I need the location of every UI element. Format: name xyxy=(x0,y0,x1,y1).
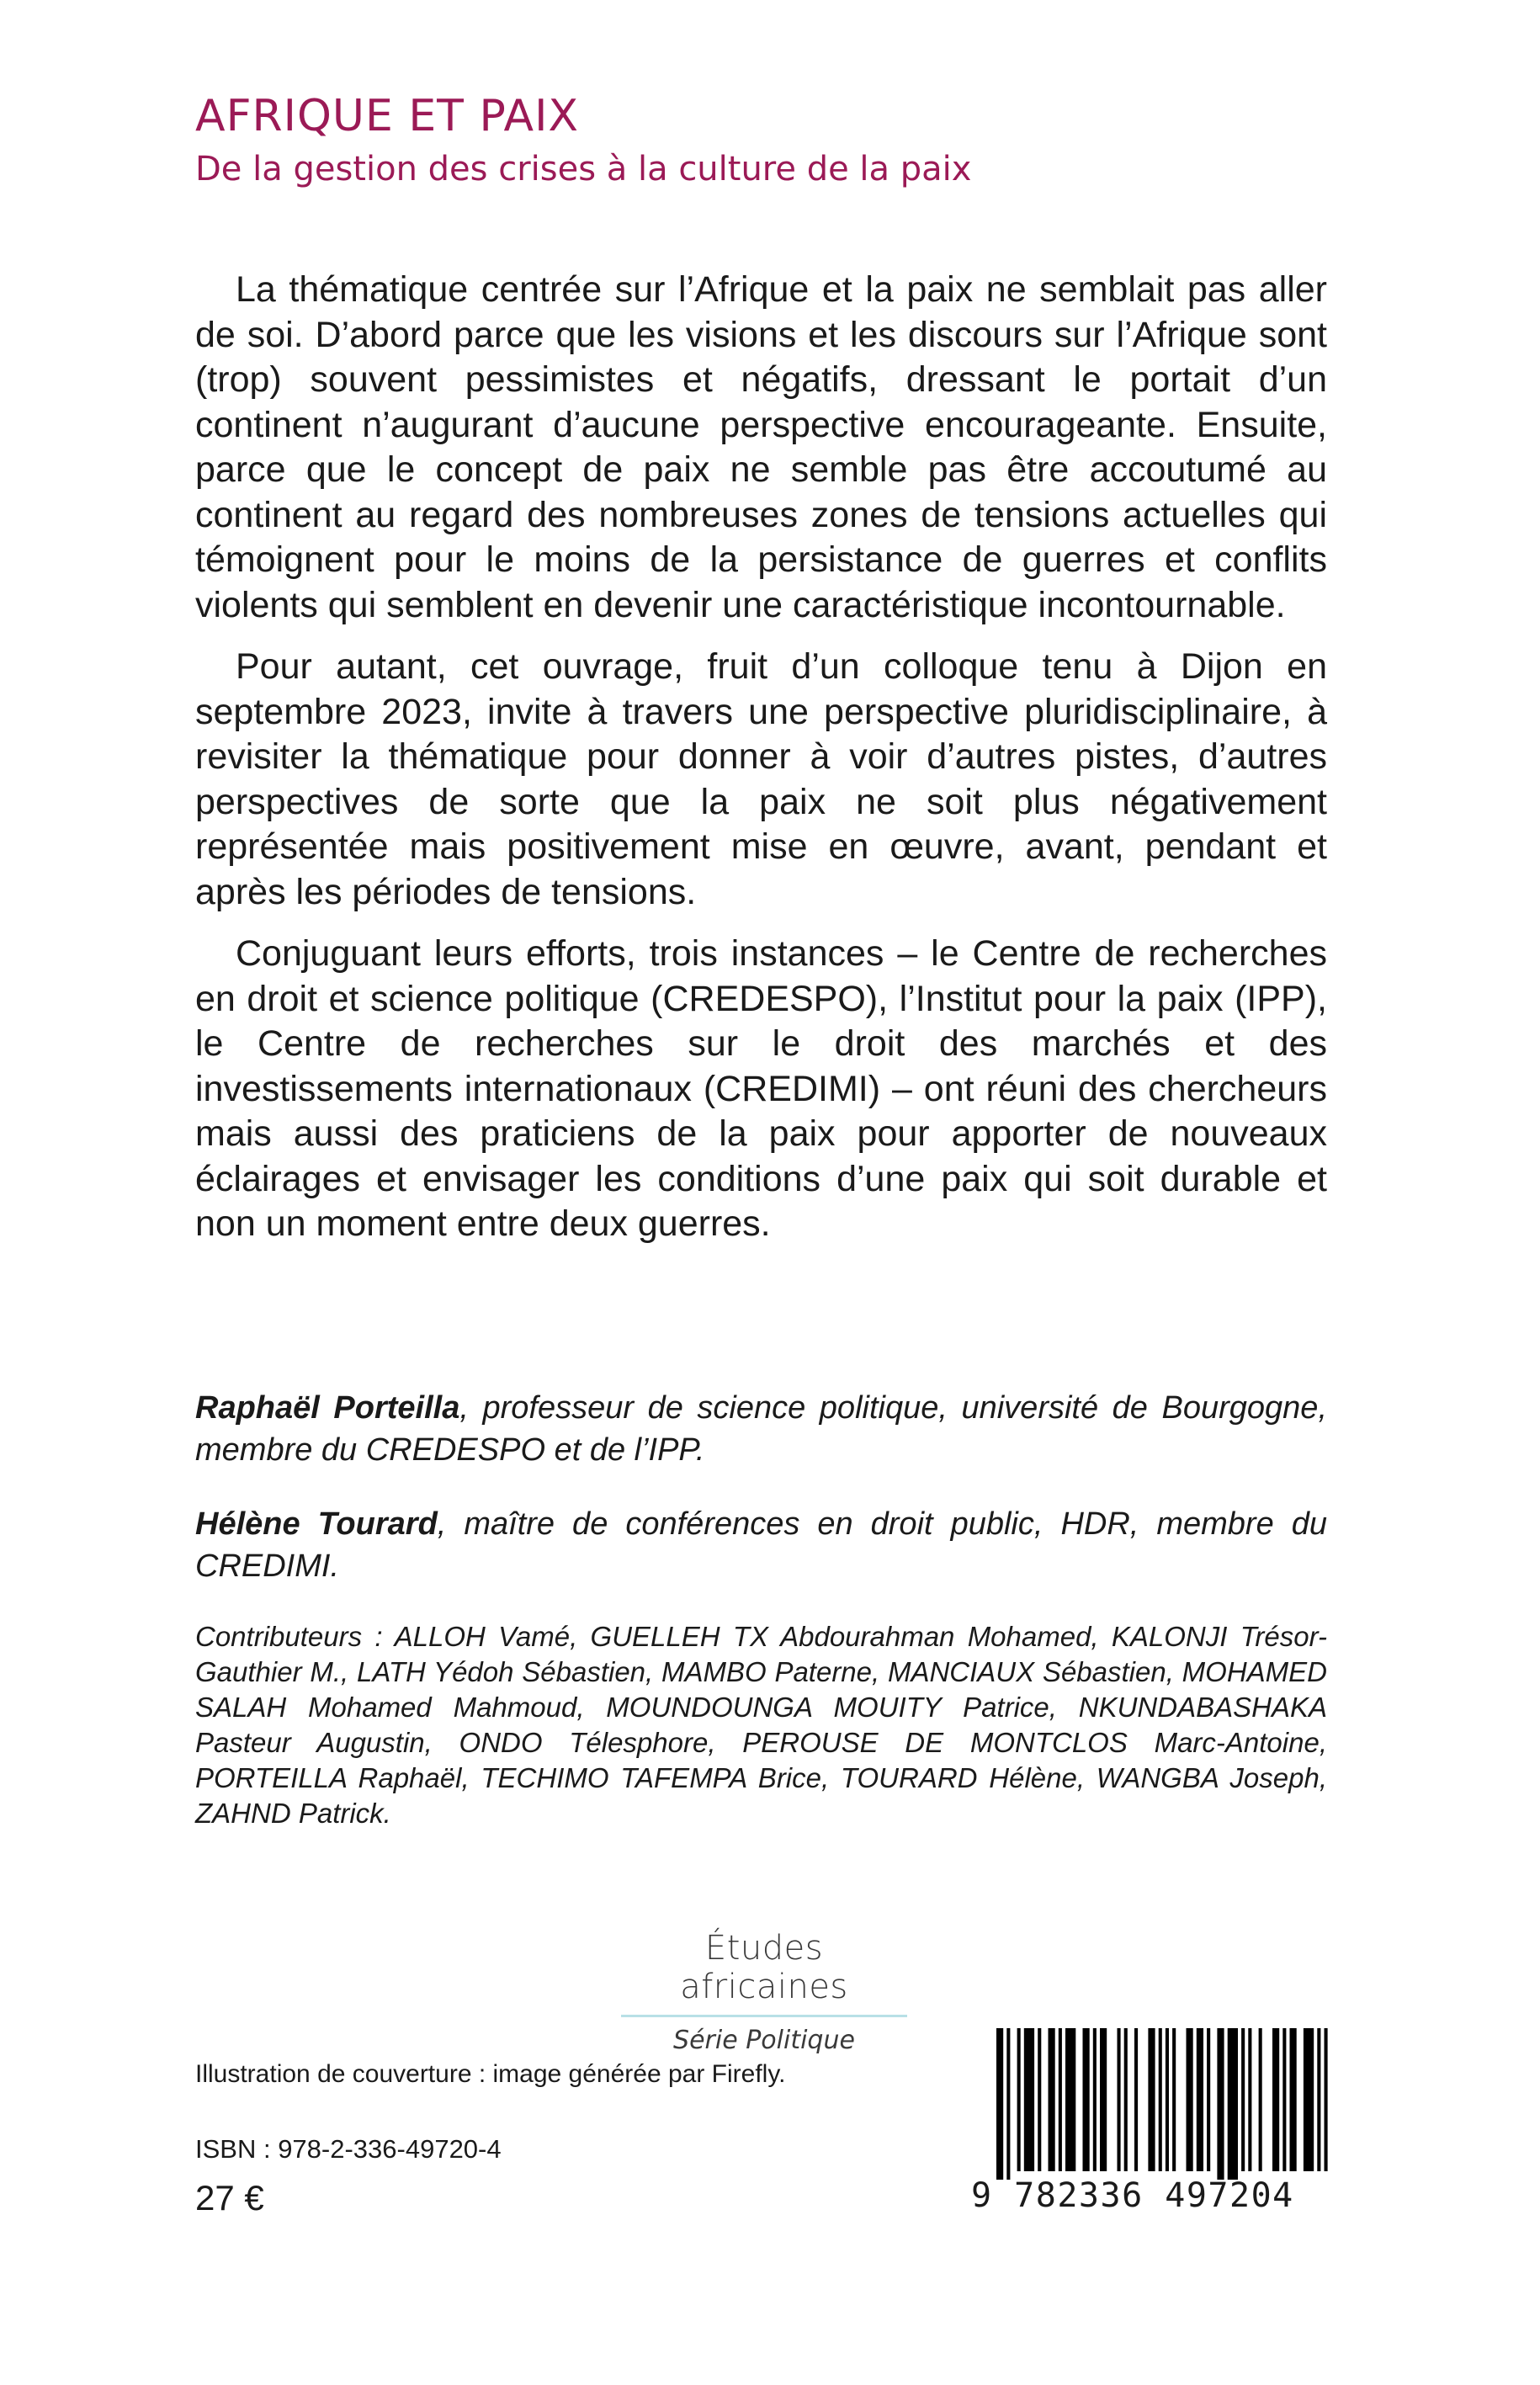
book-title: AFRIQUE ET PAIX xyxy=(195,91,580,141)
barcode-bar xyxy=(1228,2028,1238,2180)
author-description: , professeur de science politique, université de Bourgogne, membre du CREDESPO et de l’IPP. xyxy=(195,1390,1327,1468)
author-entry xyxy=(195,1387,1327,1471)
barcode-bars xyxy=(971,2028,1330,2180)
barcode-bar xyxy=(1282,2028,1286,2171)
barcode-bar xyxy=(1134,2028,1138,2171)
barcode-bar xyxy=(1187,2028,1193,2171)
barcode-bar xyxy=(1325,2028,1328,2171)
barcode-bar xyxy=(1100,2028,1107,2171)
barcode-bar xyxy=(1272,2028,1279,2171)
series-logo xyxy=(621,1929,907,2055)
contributors-list: Contributeurs : ALLOH Vamé, GUELLEH TX Abdourahman Mohamed, KALONJI Trésor-Gauthier M., LATH Yédoh Sébastien, MAMBO Paterne, MANCIAUX Sébastien, MOHAMED SALAH Mohamed Mahmoud, MOUNDOUNGA MOUITY Patrice, NKUNDABASHAKA Pasteur Augustin, ONDO Télesphore, PEROUSE DE MONTCLOS Marc-Antoine, PORTEILLA Raphaël, TECHIMO TAFEMPA Brice, TOURARD Hélène, WANGBA Joseph, ZAHND Patrick. xyxy=(195,1621,1327,1829)
isbn: ISBN : 978-2-336-49720-4 xyxy=(195,2134,502,2164)
barcode-bar xyxy=(1207,2028,1210,2171)
barcode-bar xyxy=(1172,2028,1176,2171)
barcode-bar xyxy=(1148,2028,1155,2171)
back-cover-summary xyxy=(195,268,1327,1264)
author-name: Raphaël Porteilla xyxy=(195,1390,460,1426)
barcode-bar xyxy=(1159,2028,1162,2171)
barcode-bar xyxy=(1304,2028,1314,2171)
barcode-bar xyxy=(1017,2028,1021,2171)
author-description: , maître de conférences en droit public, HDR, membre du CREDIMI. xyxy=(195,1506,1327,1584)
price: 27 € xyxy=(195,2178,264,2218)
summary-paragraph: Conjuguant leurs efforts, trois instances – le Centre de recherches en droit et science politique (CREDESPO), l’Institut pour la paix (IPP), le Centre de recherches sur le droit des marchés et des investissements internationaux (CREDIMI) – ont réuni des chercheurs mais aussi des praticiens de la paix pour apporter de nouveaux éclairages et envisager les conditions d’une paix qui soit durable et non un moment entre deux guerres. xyxy=(195,933,1327,1244)
barcode-bar xyxy=(1065,2028,1075,2171)
barcode-bar xyxy=(1093,2028,1097,2171)
barcode-bar xyxy=(996,2028,1003,2180)
barcode xyxy=(971,2028,1330,2223)
barcode-bar xyxy=(1059,2028,1062,2171)
barcode-bar xyxy=(1038,2028,1041,2171)
barcode-bar xyxy=(1248,2028,1251,2171)
authors-section xyxy=(195,1387,1327,1831)
barcode-bar xyxy=(1317,2028,1320,2171)
author-entry xyxy=(195,1503,1327,1587)
barcode-bar xyxy=(1217,2028,1224,2180)
cover-illustration-credit: Illustration de couverture : image générée par Firefly. xyxy=(195,2060,786,2088)
series-name: Études africaines xyxy=(680,1929,848,2006)
summary-paragraph: Pour autant, cet ouvrage, fruit d’un colloque tenu à Dijon en septembre 2023, invite à travers une perspective pluridisciplinaire, à revisiter la thématique pour donner à voir d’autres pistes, d’autres perspectives de sorte que la paix ne soit plus négativement représentée mais positivement mise en œuvre, avant, pendant et après les périodes de tensions. xyxy=(195,646,1327,912)
barcode-digits: 9 782336 497204 xyxy=(971,2176,1294,2215)
barcode-bar xyxy=(1290,2028,1297,2171)
barcode-bar xyxy=(1083,2028,1090,2171)
book-subtitle: De la gestion des crises à la culture de la paix xyxy=(195,150,972,189)
author-name: Hélène Tourard xyxy=(195,1506,438,1542)
barcode-bar xyxy=(1024,2028,1034,2171)
summary-paragraph: La thématique centrée sur l’Afrique et la paix ne semblait pas aller de soi. D’abord parce que les visions et les discours sur l’Afrique sont (trop) souvent pessimistes et négatifs, dressant le portait d’un continent n’augurant d’aucune perspective encourageante. Ensuite, parce que le concept de paix ne semble pas être accoutumé au continent au regard des nombreuses zones de tensions actuelles qui témoignent pour le moins de la persistance de guerres et conflits violents qui semblent en devenir une caractéristique incontournable. xyxy=(195,269,1327,625)
barcode-bar xyxy=(1166,2028,1169,2171)
series-divider xyxy=(621,2015,907,2017)
barcode-bar xyxy=(1259,2028,1262,2171)
barcode-bar xyxy=(1241,2028,1245,2171)
barcode-bar xyxy=(1049,2028,1055,2171)
series-subtitle: Série Politique xyxy=(673,2026,855,2055)
barcode-bar xyxy=(1124,2028,1128,2171)
barcode-bar xyxy=(1006,2028,1010,2180)
barcode-bar xyxy=(1197,2028,1203,2171)
barcode-bar xyxy=(1118,2028,1121,2171)
